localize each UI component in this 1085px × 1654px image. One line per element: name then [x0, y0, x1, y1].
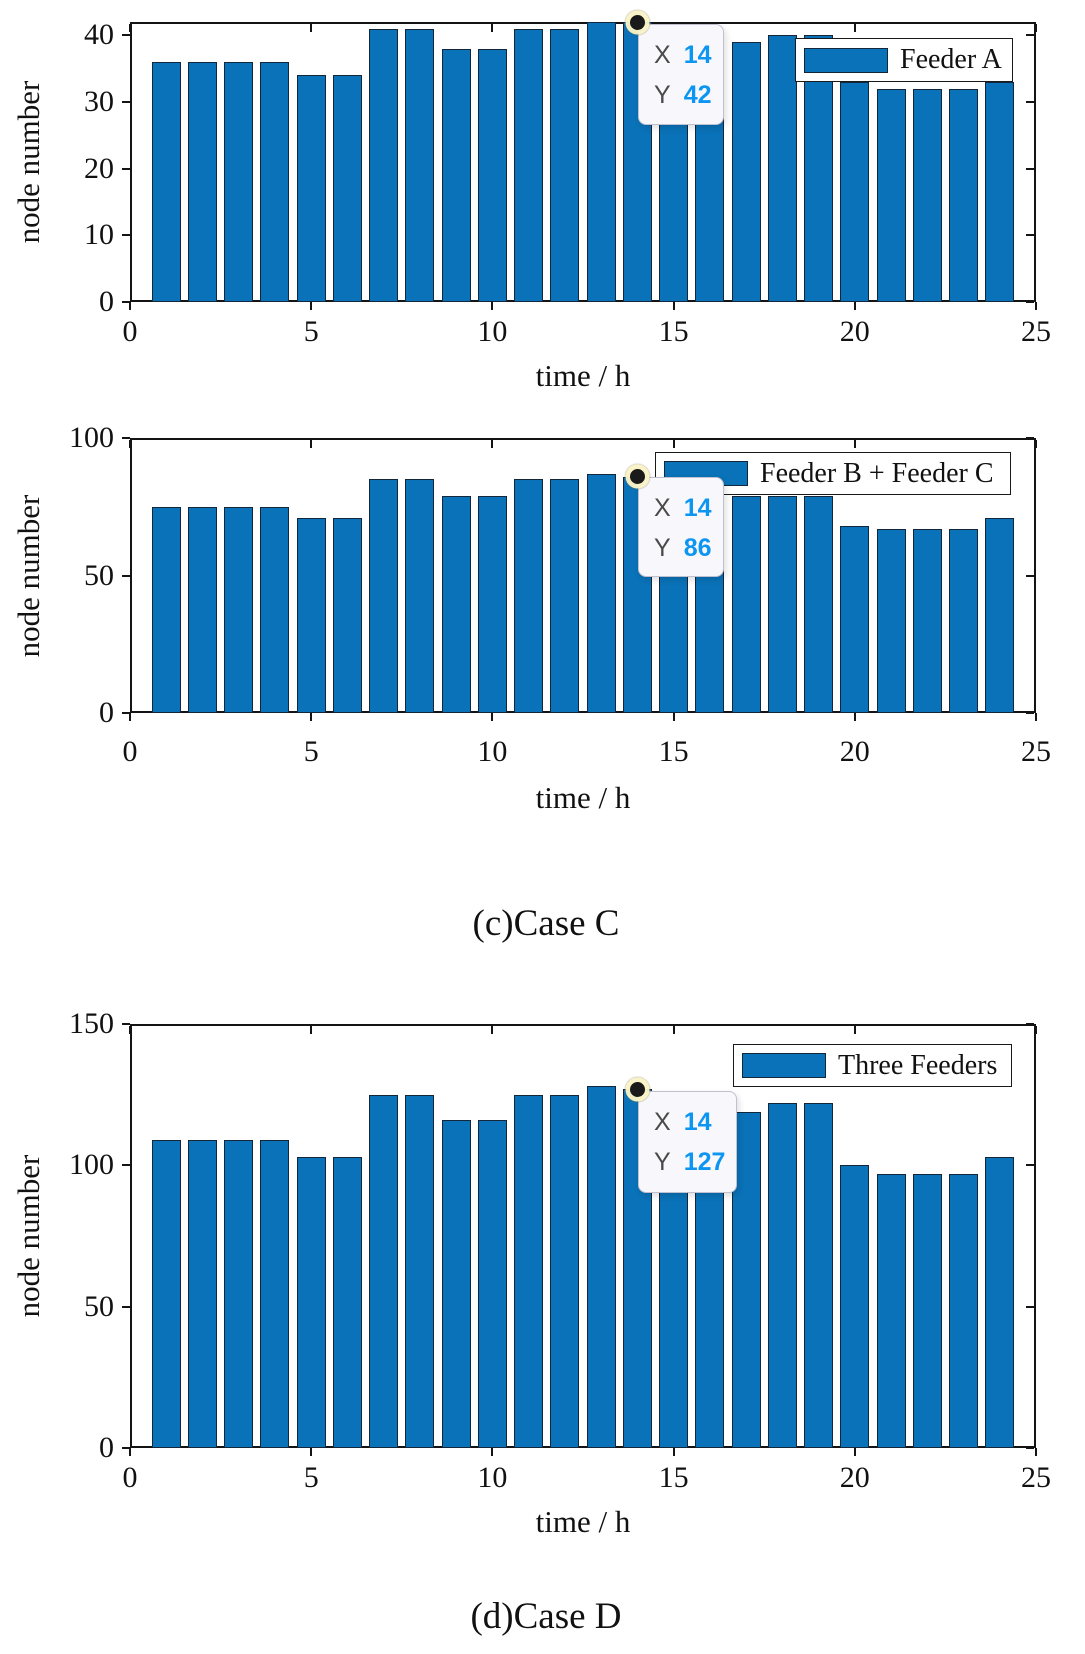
- y-tick-label: 50: [84, 558, 114, 592]
- datatip-y-key: Y: [654, 81, 671, 109]
- datatip-x-key: X: [654, 41, 671, 69]
- y-tick-label: 50: [84, 1289, 114, 1323]
- x-tick-label: 0: [122, 315, 138, 348]
- bar[interactable]: [405, 1095, 434, 1448]
- bar[interactable]: [840, 1165, 869, 1448]
- bar[interactable]: [768, 1103, 797, 1448]
- bar[interactable]: [913, 1174, 942, 1448]
- x-tick-label: 5: [303, 315, 319, 348]
- datatip-x-row: [654, 1108, 712, 1137]
- legend-swatch-bar-series: [804, 48, 888, 73]
- x-axis-label: time / h: [535, 780, 631, 815]
- datatip-x-value: 14: [683, 494, 712, 522]
- datatip-x-row: [654, 41, 712, 70]
- y-tick: [1026, 1023, 1034, 1025]
- y-tick-label: 40: [84, 18, 114, 52]
- datatip-y-row: [654, 1148, 725, 1177]
- y-tick-label: 100: [69, 1148, 114, 1182]
- datatip-marker: [630, 15, 645, 30]
- datatip-y-value: 86: [683, 534, 712, 562]
- bar[interactable]: [188, 1140, 217, 1448]
- x-tick: [491, 1026, 493, 1034]
- bar[interactable]: [478, 1120, 507, 1448]
- legend-swatch-bar-series: [742, 1053, 826, 1078]
- y-tick-label: 0: [99, 285, 114, 318]
- datatip-y-key: Y: [654, 534, 671, 562]
- legend-label: Three Feeders: [838, 1049, 998, 1081]
- datatip-y-row: [654, 81, 712, 110]
- x-tick: [854, 1026, 856, 1034]
- x-tick-label: 25: [1021, 1461, 1051, 1494]
- x-axis-label: time / h: [535, 1504, 631, 1539]
- y-tick-label: 10: [84, 218, 114, 252]
- bar[interactable]: [369, 1095, 398, 1448]
- bar[interactable]: [333, 1157, 362, 1448]
- datatip[interactable]: [638, 477, 724, 577]
- x-tick-label: 20: [839, 1461, 870, 1494]
- x-tick-label: 15: [658, 315, 689, 348]
- datatip-x-key: X: [654, 1108, 671, 1136]
- bar[interactable]: [442, 1120, 471, 1448]
- y-axis-label: node number: [11, 1154, 46, 1318]
- datatip-x-value: 14: [683, 1108, 712, 1136]
- legend[interactable]: [795, 38, 1013, 82]
- y-tick: [1026, 1164, 1034, 1166]
- x-tick: [1035, 1026, 1037, 1034]
- x-tick: [673, 1026, 675, 1034]
- bar[interactable]: [152, 1140, 181, 1448]
- datatip-marker: [630, 1082, 645, 1097]
- bar[interactable]: [587, 1086, 616, 1448]
- x-tick: [310, 1026, 312, 1034]
- x-tick: [129, 1448, 131, 1456]
- y-tick-label: 0: [99, 696, 114, 729]
- x-tick-label: 10: [477, 735, 508, 768]
- x-tick: [854, 1448, 856, 1456]
- y-tick: [1026, 1447, 1034, 1449]
- datatip-y-value: 42: [683, 81, 712, 109]
- legend-label: Feeder B + Feeder C: [760, 457, 994, 489]
- x-tick-label: 10: [477, 315, 508, 348]
- datatip-x-key: X: [654, 494, 671, 522]
- x-tick: [673, 1448, 675, 1456]
- bar[interactable]: [297, 1157, 326, 1448]
- x-tick-label: 15: [658, 735, 689, 768]
- figure-caption-case-d: (d)Case D: [470, 1596, 622, 1637]
- datatip[interactable]: [638, 24, 724, 125]
- x-tick-label: 20: [839, 735, 870, 768]
- y-tick: [122, 1306, 130, 1308]
- y-axis-label: node number: [11, 80, 46, 244]
- y-axis-label: node number: [11, 494, 46, 657]
- y-tick: [122, 1447, 130, 1449]
- figure-caption-case-c: (c)Case C: [472, 903, 620, 944]
- bar[interactable]: [804, 1103, 833, 1448]
- bar[interactable]: [224, 1140, 253, 1448]
- x-tick-label: 5: [303, 1461, 319, 1494]
- datatip-x-row: [654, 494, 712, 523]
- x-tick-label: 0: [122, 1461, 138, 1494]
- x-tick-label: 20: [839, 315, 870, 348]
- x-tick: [129, 1026, 131, 1034]
- x-tick-label: 10: [477, 1461, 508, 1494]
- bar[interactable]: [949, 1174, 978, 1448]
- y-tick-label: 150: [69, 1007, 114, 1040]
- bar[interactable]: [550, 1095, 579, 1448]
- x-tick-label: 0: [122, 735, 138, 768]
- datatip-x-value: 14: [683, 41, 712, 69]
- datatip-y-key: Y: [654, 1148, 671, 1176]
- x-tick-label: 5: [303, 735, 319, 768]
- y-tick-label: 100: [69, 421, 114, 454]
- x-tick: [491, 1448, 493, 1456]
- datatip-marker: [630, 469, 645, 484]
- bar[interactable]: [514, 1095, 543, 1448]
- bar[interactable]: [260, 1140, 289, 1448]
- y-tick-label: 0: [99, 1431, 114, 1464]
- y-tick: [122, 1023, 130, 1025]
- x-axis-label: time / h: [535, 358, 631, 393]
- legend[interactable]: [733, 1044, 1012, 1087]
- datatip-y-row: [654, 534, 712, 563]
- y-tick-label: 20: [84, 151, 114, 185]
- x-tick: [310, 1448, 312, 1456]
- x-tick: [1035, 1448, 1037, 1456]
- y-tick: [122, 1164, 130, 1166]
- bar[interactable]: [985, 1157, 1014, 1448]
- x-tick-label: 15: [658, 1461, 689, 1494]
- datatip-y-value: 127: [683, 1148, 726, 1176]
- x-tick-label: 25: [1021, 735, 1051, 768]
- bar[interactable]: [877, 1174, 906, 1448]
- x-tick-label: 25: [1021, 315, 1051, 348]
- y-tick-label: 30: [84, 85, 114, 118]
- y-tick: [1026, 1306, 1034, 1308]
- legend-label: Feeder A: [900, 44, 1002, 75]
- datatip[interactable]: [638, 1091, 737, 1193]
